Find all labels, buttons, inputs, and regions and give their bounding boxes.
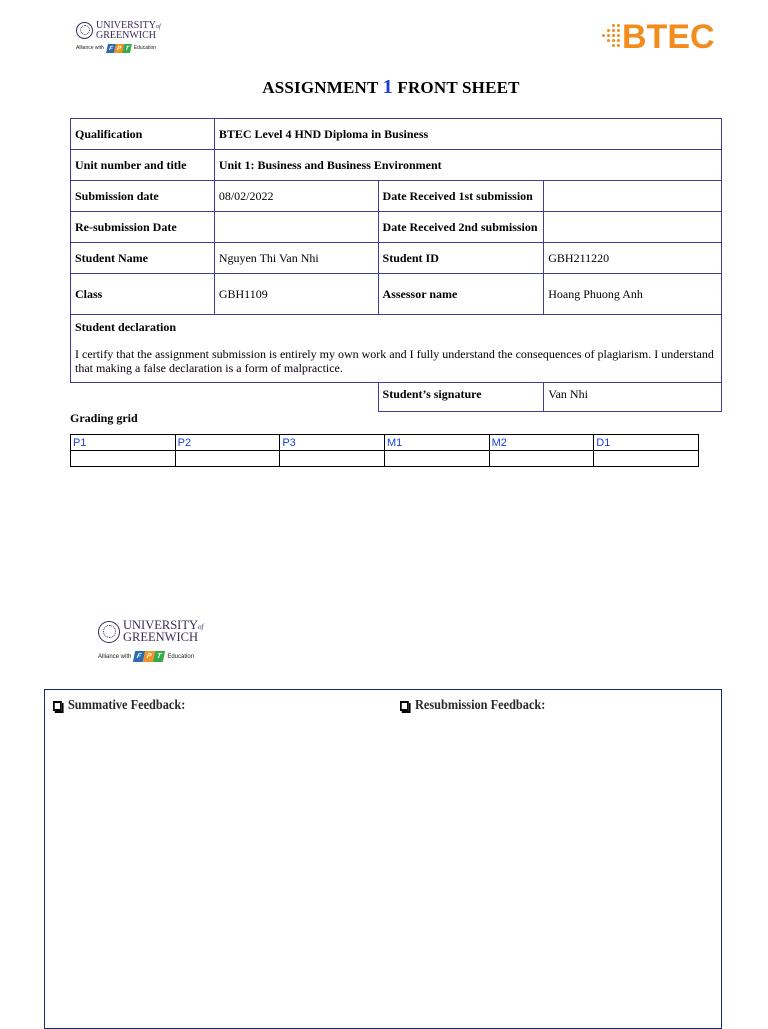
assessor-value: Hoang Phuong Anh — [544, 274, 722, 315]
greenwich-seal-icon — [98, 621, 120, 643]
fpt-letter-t: T — [153, 651, 165, 662]
university-line2: GREENWICH — [96, 29, 156, 41]
date-received-2-label: Date Received 2nd submission — [378, 212, 544, 243]
education-text: Education — [133, 45, 157, 52]
university-line1: UNIVERSITY — [96, 20, 156, 31]
fpt-letter-f: F — [133, 651, 145, 662]
resubmission-feedback-label: Resubmission Feedback: — [414, 698, 546, 713]
grade-header-p3: P3 — [280, 435, 385, 451]
class-label: Class — [71, 274, 215, 315]
unit-value: Unit 1: Business and Business Environment — [214, 150, 721, 181]
resubmission-feedback-heading — [400, 698, 545, 714]
title-number: 1 — [382, 76, 393, 98]
greenwich-seal-icon — [76, 22, 93, 39]
grade-value-p2[interactable] — [175, 451, 280, 467]
alliance-text: Alliance with — [76, 45, 104, 52]
front-sheet-table — [70, 118, 722, 412]
btec-wordmark: BTEC — [622, 18, 715, 56]
table-row — [71, 383, 722, 412]
summative-checkbox-icon[interactable] — [53, 701, 62, 711]
grade-value-m1[interactable] — [384, 451, 489, 467]
summative-feedback-label: Summative Feedback: — [67, 698, 186, 713]
qualification-value: BTEC Level 4 HND Diploma in Business — [214, 119, 721, 150]
grade-header-p1: P1 — [71, 435, 176, 451]
table-row — [71, 119, 722, 150]
grade-header-p2: P2 — [175, 435, 280, 451]
qualification-label: Qualification — [71, 119, 215, 150]
summative-feedback-heading — [53, 698, 185, 714]
fpt-letter-t: T — [122, 44, 132, 53]
student-id-label: Student ID — [378, 243, 544, 274]
grade-value-p3[interactable] — [280, 451, 385, 467]
university-of: of — [156, 24, 161, 30]
table-row — [71, 150, 722, 181]
grade-value-p1[interactable] — [71, 451, 176, 467]
table-row — [71, 274, 722, 315]
date-received-1-value — [544, 181, 722, 212]
fpt-letter-p: P — [114, 44, 124, 53]
student-name-label: Student Name — [71, 243, 215, 274]
fpt-logo — [134, 651, 164, 662]
resubmission-date-value — [214, 212, 378, 243]
class-value: GBH1109 — [214, 274, 378, 315]
submission-date-value: 08/02/2022 — [214, 181, 378, 212]
table-row — [71, 315, 722, 383]
grade-header-m1: M1 — [384, 435, 489, 451]
grade-header-m2: M2 — [489, 435, 594, 451]
title-prefix: ASSIGNMENT — [262, 78, 379, 97]
table-row — [71, 181, 722, 212]
signature-spacer — [71, 383, 379, 412]
fpt-letter-p: P — [143, 651, 155, 662]
alliance-fpt — [98, 651, 203, 662]
resubmission-date-label: Re-submission Date — [71, 212, 215, 243]
grading-header-row — [71, 435, 699, 451]
signature-label: Student’s signature — [378, 383, 544, 412]
fpt-letter-f: F — [106, 44, 116, 53]
feedback-box — [44, 689, 722, 1029]
date-received-2-value — [544, 212, 722, 243]
university-of-greenwich-logo — [76, 21, 161, 53]
submission-date-label: Submission date — [71, 181, 215, 212]
student-id-value: GBH211220 — [544, 243, 722, 274]
btec-logo — [600, 20, 715, 54]
alliance-text: Alliance with — [98, 653, 132, 660]
university-line1: UNIVERSITY — [123, 618, 198, 632]
university-line2: GREENWICH — [123, 629, 198, 644]
grade-value-m2[interactable] — [489, 451, 594, 467]
date-received-1-label: Date Received 1st submission — [378, 181, 544, 212]
declaration-cell — [71, 315, 722, 383]
title-suffix: FRONT SHEET — [397, 78, 520, 97]
resubmission-checkbox-icon[interactable] — [400, 701, 409, 711]
table-row — [71, 243, 722, 274]
page-title — [0, 76, 768, 99]
alliance-fpt — [76, 44, 161, 53]
student-name-value: Nguyen Thi Van Nhi — [214, 243, 378, 274]
education-text: Education — [167, 653, 195, 660]
btec-dots-icon — [600, 22, 622, 52]
university-of: of — [198, 623, 204, 631]
grade-value-d1[interactable] — [594, 451, 699, 467]
grade-header-d1: D1 — [594, 435, 699, 451]
grading-grid — [70, 434, 699, 467]
table-row — [71, 212, 722, 243]
grading-value-row — [71, 451, 699, 467]
university-of-greenwich-logo-2 — [98, 620, 203, 662]
declaration-text: I certify that the assignment submission is entirely my own work and I fully understand the consequences of plagiarism. I understand that making a false declaration is a form of malpractice. — [75, 347, 714, 375]
fpt-logo — [107, 44, 131, 53]
grading-grid-label: Grading grid — [70, 411, 138, 425]
assessor-label: Assessor name — [378, 274, 544, 315]
unit-label: Unit number and title — [71, 150, 215, 181]
signature-value: Van Nhi — [544, 383, 722, 412]
declaration-title: Student declaration — [75, 320, 177, 334]
